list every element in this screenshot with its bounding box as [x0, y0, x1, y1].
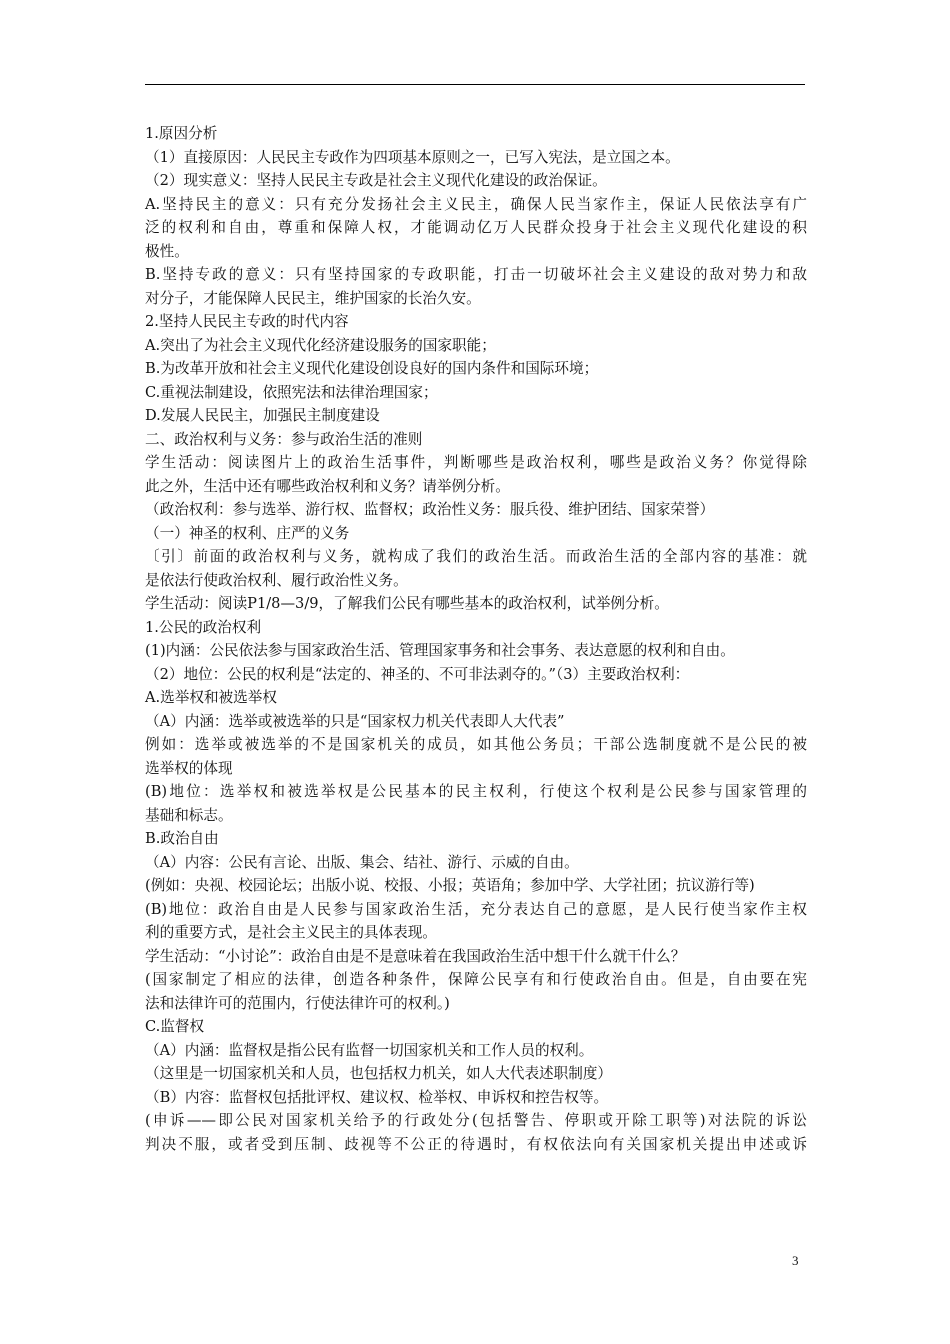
text-line: 2.坚持人民民主专政的时代内容 — [145, 313, 349, 330]
text-line: 法和法律许可的范围内，行使法律许可的权利。) — [145, 994, 450, 1012]
text-line: (例如：央视、校园论坛；出版小说、校报、小报；英语角；参加中学、大学社团；抗议游行等) — [145, 877, 755, 894]
text-line: （一）神圣的权利、庄严的义务 — [145, 524, 350, 542]
text-line: 判决不服，或者受到压制、歧视等不公正的待遇时，有权依法向有关国家机关提出申述或诉 — [145, 1135, 807, 1153]
text-line: （B）内容：监督权包括批评权、建议权、检举权、申诉权和控告权等。 — [145, 1088, 609, 1106]
text-line: A.坚持民主的意义：只有充分发扬社会主义民主，确保人民当家作主，保证人民依法享有广 — [145, 195, 807, 213]
text-line: C.重视法制建设，依照宪法和法律治理国家； — [145, 383, 438, 401]
text-line: 对分子，才能保障人民民主，维护国家的长治久安。 — [145, 289, 481, 307]
text-line: 选举权的体现 — [145, 759, 233, 777]
text-line: 例如：选举或被选举的不是国家机关的成员，如其他公务员；干部公选制度就不是公民的被 — [145, 736, 807, 753]
text-line: 学生活动：阅读图片上的政治生活事件，判断哪些是政治权利，哪些是政治义务？你觉得除 — [145, 454, 807, 471]
text-line: （这里是一切国家机关和人员，也包括权力机关，如人大代表述职制度） — [145, 1065, 613, 1082]
text-line: 利的重要方式，是社会主义民主的具体表现。 — [145, 924, 437, 941]
text-line: A.选举权和被选举权 — [145, 689, 277, 706]
text-line: 学生活动：阅读P1/8—3/9，了解我们公民有哪些基本的政治权利，试举例分析。 — [145, 595, 669, 612]
text-line: （A）内容：公民有言论、出版、集会、结社、游行、示威的自由。 — [145, 853, 579, 871]
text-line: (国家制定了相应的法律，创造各种条件，保障公民享有和行使政治自由。但是，自由要在宪 — [145, 971, 807, 988]
text-line: （政治权利：参与选举、游行权、监督权；政治性义务：服兵役、维护团结、国家荣誉） — [145, 501, 715, 518]
text-line: 是依法行使政治权利、履行政治性义务。 — [145, 571, 408, 589]
text-line: （2）现实意义：坚持人民民主专政是社会主义现代化建设的政治保证。 — [145, 172, 607, 189]
text-line: 〔引〕前面的政治权利与义务，就构成了我们的政治生活。而政治生活的全部内容的基准：就 — [145, 548, 807, 565]
text-line: (1)内涵：公民依法参与国家政治生活、管理国家事务和社会事务、表达意愿的权利和自由。 — [145, 642, 735, 659]
text-line: A.突出了为社会主义现代化经济建设服务的国家职能； — [145, 336, 496, 354]
text-line: (B)地位：选举权和被选举权是公民基本的民主权利，行使这个权利是公民参与国家管理的 — [145, 783, 807, 800]
header-rule — [145, 84, 805, 85]
text-line: 学生活动：“小讨论”：政治自由是不是意味着在我国政治生活中想干什么就干什么？ — [145, 947, 686, 965]
text-line: 极性。 — [145, 242, 189, 260]
text-line: (B)地位：政治自由是人民参与国家政治生活，充分表达自己的意愿，是人民行使当家作主权 — [145, 900, 807, 918]
text-line: 1.原因分析 — [145, 125, 218, 142]
text-line: 1.公民的政治权利 — [145, 618, 262, 636]
text-line: （2）地位：公民的权利是“法定的、神圣的、不可非法剥夺的。”（3）主要政治权利： — [145, 665, 690, 683]
page-number: 3 — [792, 1253, 799, 1268]
text-line: （A）内涵：选举或被选举的只是“国家权力机关代表即人大代表” — [145, 712, 565, 730]
text-line: 基础和标志。 — [145, 806, 233, 824]
text-line: （1）直接原因：人民民主专政作为四项基本原则之一，已写入宪法，是立国之本。 — [145, 148, 680, 166]
text-line: B.为改革开放和社会主义现代化建设创设良好的国内条件和国际环境； — [145, 360, 599, 377]
text-line: C.监督权 — [145, 1018, 205, 1035]
text-line: 二、政治权利与义务：参与政治生活的准则 — [145, 430, 423, 448]
text-line: D.发展人民民主，加强民主制度建设 — [145, 407, 380, 424]
text-line: B.政治自由 — [145, 830, 219, 847]
text-line: （A）内涵：监督权是指公民有监督一切国家机关和工作人员的权利。 — [145, 1041, 594, 1059]
text-line: 泛的权利和自由，尊重和保障人权，才能调动亿万人民群众投身于社会主义现代化建设的积 — [145, 219, 807, 236]
text-line: B.坚持专政的意义：只有坚持国家的专政职能，打击一切破坏社会主义建设的敌对势力和敌 — [145, 266, 807, 283]
text-line: (申诉——即公民对国家机关给予的行政处分(包括警告、停职或开除工职等)对法院的诉讼 — [145, 1112, 807, 1129]
text-line: 此之外，生活中还有哪些政治权利和义务？请举例分析。 — [145, 477, 510, 495]
document-body — [145, 122, 807, 1156]
